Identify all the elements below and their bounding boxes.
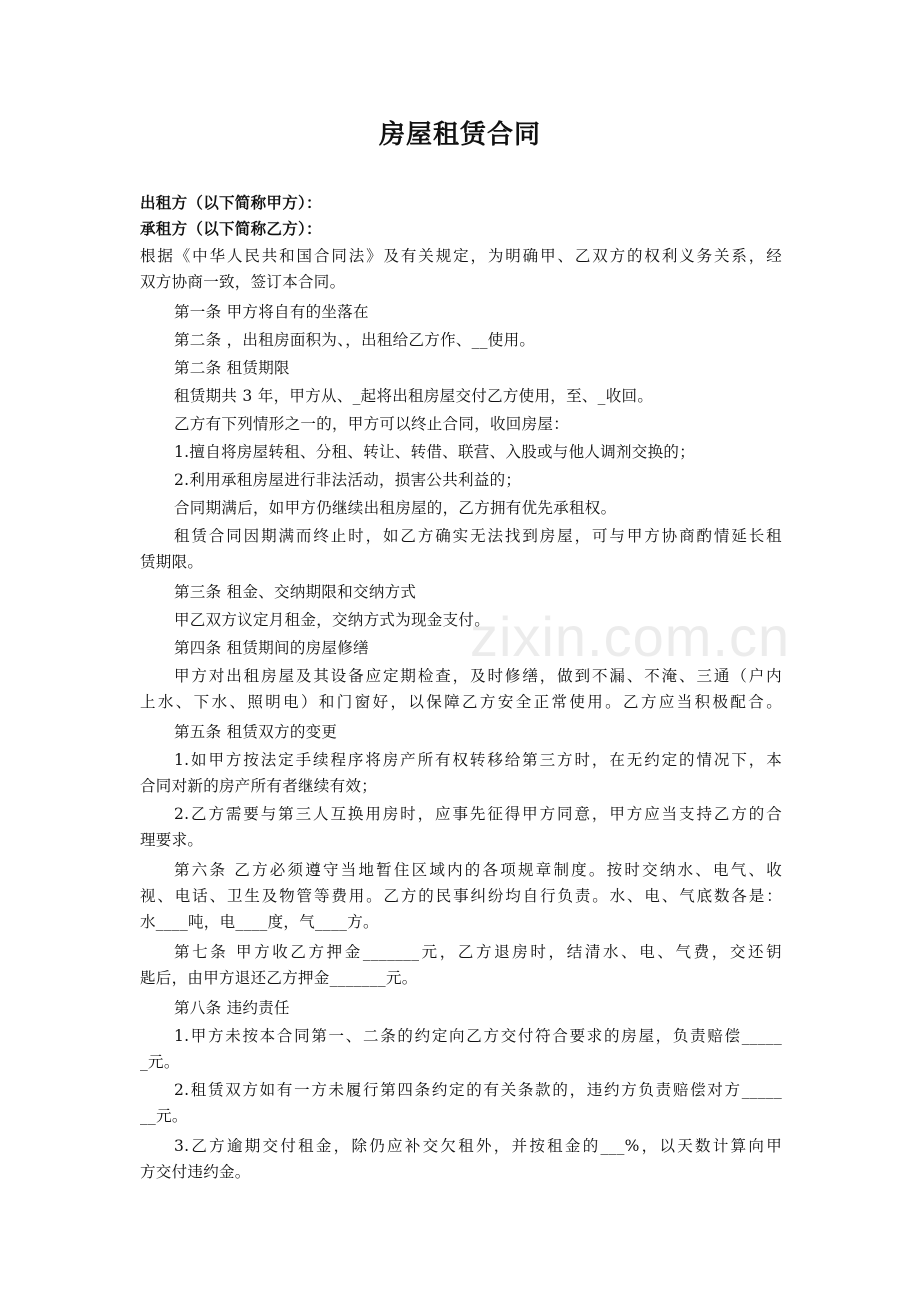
clause-line: 2.租赁双方如有一方未履行第四条约定的有关条款的，违约方负责赔偿对方_____ — [174, 1081, 782, 1099]
clause-line: 甲方对出租房屋及其设备应定期检查，及时修缮，做到不漏、不淹、三通（户内 — [174, 667, 782, 685]
article-heading: 第五条 租赁双方的变更 — [174, 723, 338, 741]
article-line: 匙后，由甲方退还乙方押金_______元。 — [140, 969, 418, 987]
clause-line: 方交付违约金。 — [140, 1163, 251, 1181]
clause-line: 1.擅自将房屋转租、分租、转让、转借、联营、入股或与他人调剂交换的； — [174, 443, 695, 461]
clause-line: 甲乙双方议定月租金，交纳方式为现金支付。 — [174, 611, 491, 629]
clause-line: 1.如甲方按法定手续程序将房产所有权转移给第三方时，在无约定的情况下，本 — [174, 751, 782, 769]
watermark: zixin.com.cn — [470, 605, 791, 668]
clause-line: 乙方有下列情形之一的，甲方可以终止合同，收回房屋： — [174, 415, 570, 433]
clause-line: _元。 — [140, 1053, 180, 1071]
article-heading: 第二条 租赁期限 — [174, 359, 290, 377]
clause-line: __元。 — [140, 1107, 188, 1125]
article-heading: 第四条 租赁期间的房屋修缮 — [174, 639, 369, 657]
article-heading: 第三条 租金、交纳期限和交纳方式 — [174, 583, 417, 601]
preamble-line: 双方协商一致，签订本合同。 — [140, 273, 346, 291]
clause-line: 租赁合同因期满而终止时，如乙方确实无法找到房屋，可与甲方协商酌情延长租 — [174, 527, 782, 545]
preamble-line: 根据《中华人民共和国合同法》及有关规定，为明确甲、乙双方的权利义务关系，经 — [140, 247, 782, 265]
clause-line: 1.甲方未按本合同第一、二条的约定向乙方交付符合要求的房屋，负责赔偿_____ — [174, 1027, 782, 1045]
article-line: 第一条 甲方将自有的坐落在 — [174, 303, 369, 321]
clause-line: 2.乙方需要与第三人互换用房时，应事先征得甲方同意，甲方应当支持乙方的合 — [174, 805, 782, 823]
clause-line: 3.乙方逾期交付租金，除仍应补交欠租外，并按租金的___%，以天数计算向甲 — [174, 1137, 782, 1155]
clause-line: 租赁期共 3 年，甲方从、_起将出租房屋交付乙方使用，至、_收回。 — [174, 387, 654, 405]
article-line: 第二条 ，出租房面积为、，出租给乙方作、__使用。 — [174, 331, 536, 349]
lessee-line: 承租方（以下简称乙方）： — [140, 220, 322, 238]
clause-line: 赁期限。 — [140, 553, 204, 571]
clause-line: 上水、下水、照明电）和门窗好，以保障乙方安全正常使用。乙方应当积极配合。 — [140, 693, 782, 711]
article-line: 第六条 乙方必须遵守当地暂住区域内的各项规章制度。按时交纳水、电气、收 — [174, 861, 782, 879]
article-line: 视、电话、卫生及物管等费用。乙方的民事纠纷均自行负责。水、电、气底数各是： — [140, 887, 782, 905]
page-title: 房屋租赁合同 — [378, 120, 541, 150]
clause-line: 2.利用承租房屋进行非法活动，损害公共利益的； — [174, 471, 522, 489]
lessor-line: 出租方（以下简称甲方）： — [140, 194, 322, 212]
article-line: 水____吨，电____度，气____方。 — [140, 913, 379, 931]
clause-line: 合同期满后，如甲方仍继续出租房屋的，乙方拥有优先承租权。 — [174, 499, 617, 517]
article-heading: 第八条 违约责任 — [174, 999, 290, 1017]
clause-line: 理要求。 — [140, 831, 204, 849]
article-line: 第七条 甲方收乙方押金_______元，乙方退房时，结清水、电、气费，交还钥 — [174, 943, 782, 961]
clause-line: 合同对新的房产所有者继续有效； — [140, 777, 378, 795]
